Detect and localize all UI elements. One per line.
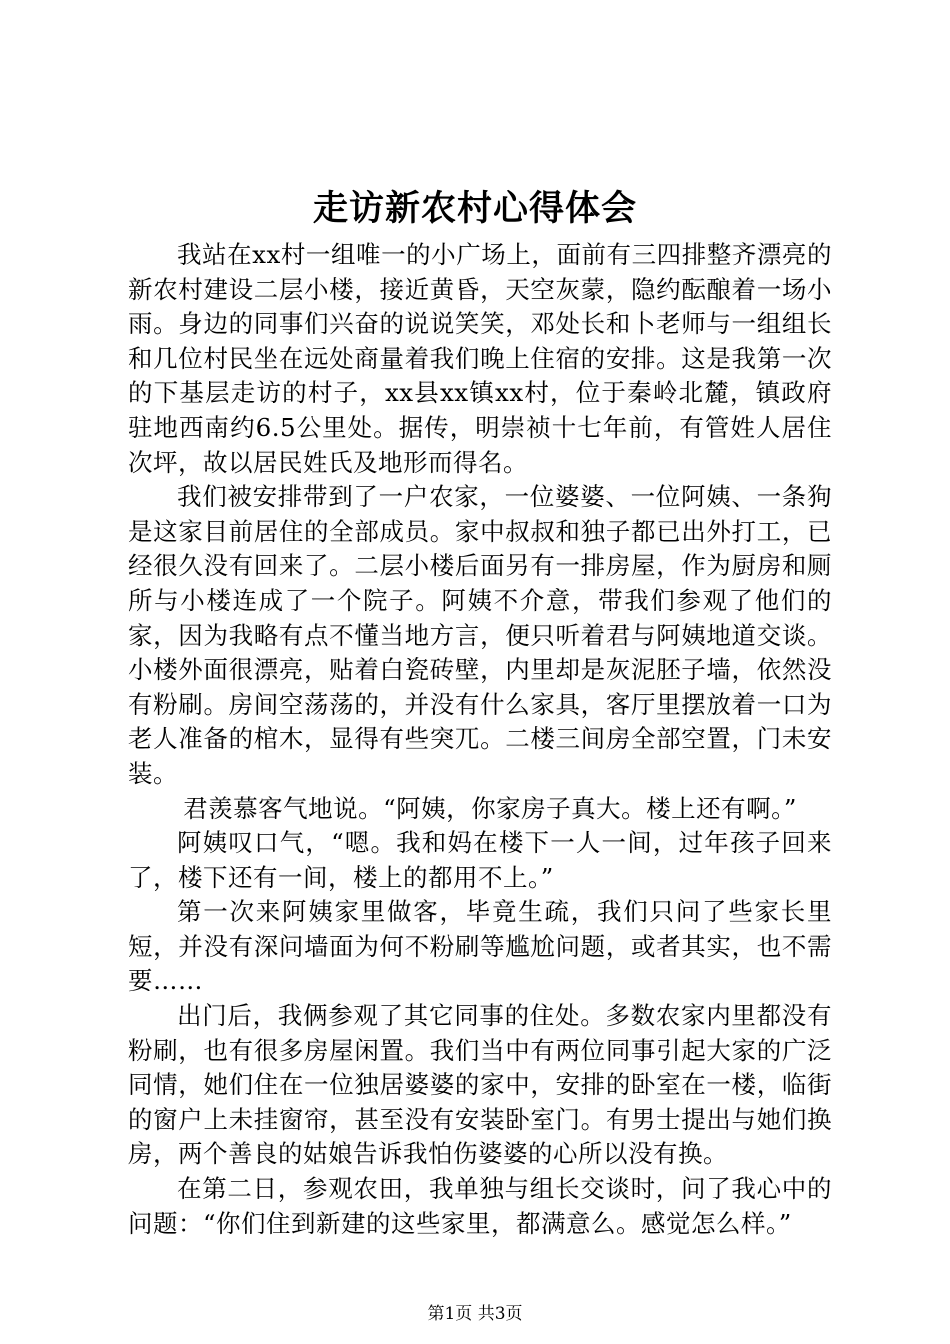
page-footer: 第1页 共3页 — [427, 1304, 523, 1324]
paragraph-1: 我站在xx村一组唯一的小广场上，面前有三四排整齐漂亮的新农村建设二层小楼，接近黄昏，天空灰蒙，隐约酝酿着一场小雨。身边的同事们兴奋的说说笑笑，邓处长和卜老师与一组组长和几位村民坐在远处商量着我们晚上住宿的安排。这是我第一次的下基层走访的村子，xx县xx镇xx村，位于秦岭北麓，镇政府驻地西南约6.5公里处。据传，明崇祯十七年前，有管姓人居住次坪，故以居民姓氏及地形而得名。 — [128, 240, 832, 477]
paragraph-7: 在第二日，参观农田，我单独与组长交谈时，问了我心中的问题：“你们住到新建的这些家里，都满意么。感觉怎么样。” — [128, 1174, 832, 1238]
paragraph-5: 第一次来阿姨家里做客，毕竟生疏，我们只问了些家长里短，并没有深问墙面为何不粉刷等尴尬问题，或者其实，也不需要…… — [128, 897, 832, 996]
paragraph-2: 我们被安排带到了一户农家，一位婆婆、一位阿姨、一条狗是这家目前居住的全部成员。家中叔叔和独子都已出外打工，已经很久没有回来了。二层小楼后面另有一排房屋，作为厨房和厕所与小楼连成了一个院子。阿姨不介意，带我们参观了他们的家，因为我略有点不懂当地方言，便只听着君与阿姨地道交谈。小楼外面很漂亮，贴着白瓷砖壁，内里却是灰泥胚子墙，依然没有粉刷。房间空荡荡的，并没有什么家具，客厅里摆放着一口为老人准备的棺木，显得有些突兀。二楼三间房全部空置，门未安装。 — [128, 482, 832, 788]
paragraph-6: 出门后，我俩参观了其它同事的住处。多数农家内里都没有粉刷，也有很多房屋闲置。我们当中有两位同事引起大家的广泛同情，她们住在一位独居婆婆的家中，安排的卧室在一楼，临街的窗户上未挂窗帘，甚至没有安装卧室门。有男士提出与她们换房，两个善良的姑娘告诉我怕伤婆婆的心所以没有换。 — [128, 1001, 832, 1169]
document-body — [128, 238, 832, 1241]
document-title: 走访新农村心得体会 — [312, 189, 637, 229]
paragraph-4: 阿姨叹口气，“嗯。我和妈在楼下一人一间，过年孩子回来了，楼下还有一间，楼上的都用不上。” — [128, 828, 832, 892]
paragraph-3: 君羡慕客气地说。“阿姨，你家房子真大。楼上还有啊。” — [183, 793, 797, 823]
